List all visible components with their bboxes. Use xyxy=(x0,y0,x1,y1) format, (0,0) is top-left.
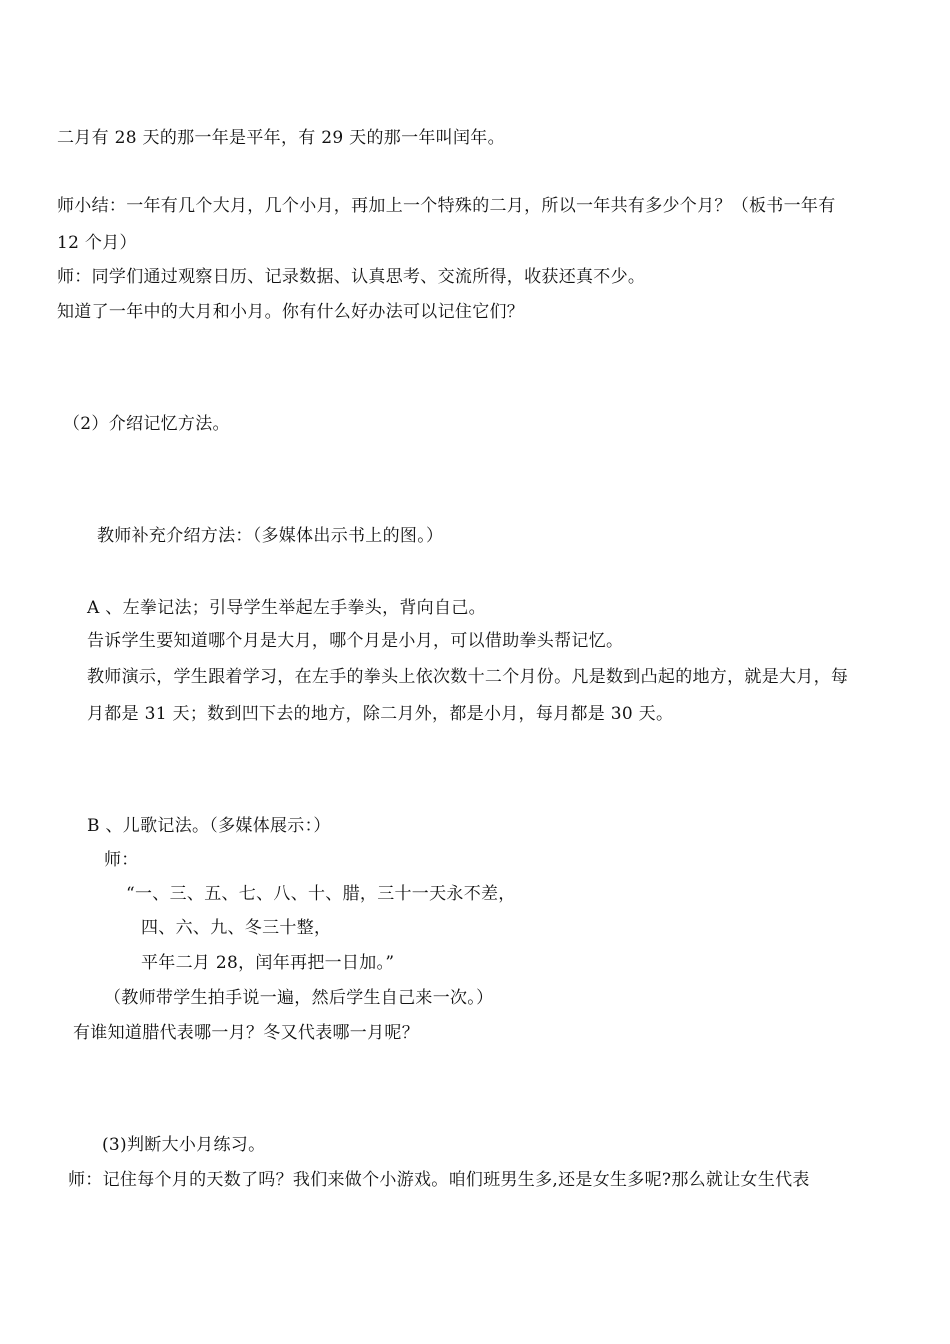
text-line-teacher-summary: 师小结：一年有几个大月，几个小月，再加上一个特殊的二月，所以一年共有多少个月？（板书一年有 xyxy=(57,196,836,216)
text-line-fist-demo: 教师演示，学生跟着学习，在左手的拳头上依次数十二个月份。凡是数到凸起的地方，就是大月，每 xyxy=(87,667,849,687)
text-line-twelve-months: 12 个月） xyxy=(57,233,137,253)
text-line-question-la-dong: 有谁知道腊代表哪一月？冬又代表哪一月呢？ xyxy=(73,1023,419,1043)
section-heading-memory-methods: （2）介绍记忆方法。 xyxy=(63,414,230,434)
text-line-fist-demo-continued: 月都是 31 天；数到凹下去的地方，除二月外，都是小月，每月都是 30 天。 xyxy=(87,704,674,724)
section-heading-judge-months: (3)判断大小月练习。 xyxy=(102,1135,266,1155)
rhyme-line-3: 平年二月 28，闰年再把一日加。” xyxy=(141,953,395,973)
text-line-clap-instruction: （教师带学生拍手说一遍，然后学生自己来一次。） xyxy=(104,988,494,1008)
rhyme-line-1: “一、三、五、七、八、十、腊，三十一天永不差， xyxy=(126,884,516,904)
text-line-fist-explanation: 告诉学生要知道哪个月是大月，哪个月是小月，可以借助拳头帮记忆。 xyxy=(87,631,624,651)
text-line-memory-question: 知道了一年中的大月和小月。你有什么好办法可以记住它们？ xyxy=(57,302,525,322)
text-line-leap-year-definition: 二月有 28 天的那一年是平年，有 29 天的那一年叫闰年。 xyxy=(57,128,505,148)
text-line-method-b-rhyme: B 、儿歌记法。（多媒体展示：） xyxy=(87,816,331,836)
rhyme-line-2: 四、六、九、冬三十整， xyxy=(141,918,332,938)
text-line-method-a-fist: A 、左拳记法；引导学生举起左手拳头，背向自己。 xyxy=(87,598,486,618)
text-line-teacher-supplement: 教师补充介绍方法：（多媒体出示书上的图。） xyxy=(97,526,444,546)
text-line-game-intro: 师：记住每个月的天数了吗？我们来做个小游戏。咱们班男生多,还是女生多呢?那么就让女生代表 xyxy=(68,1170,810,1190)
text-line-teacher-praise: 师：同学们通过观察日历、记录数据、认真思考、交流所得，收获还真不少。 xyxy=(57,267,646,287)
text-line-teacher-label: 师： xyxy=(104,850,139,870)
